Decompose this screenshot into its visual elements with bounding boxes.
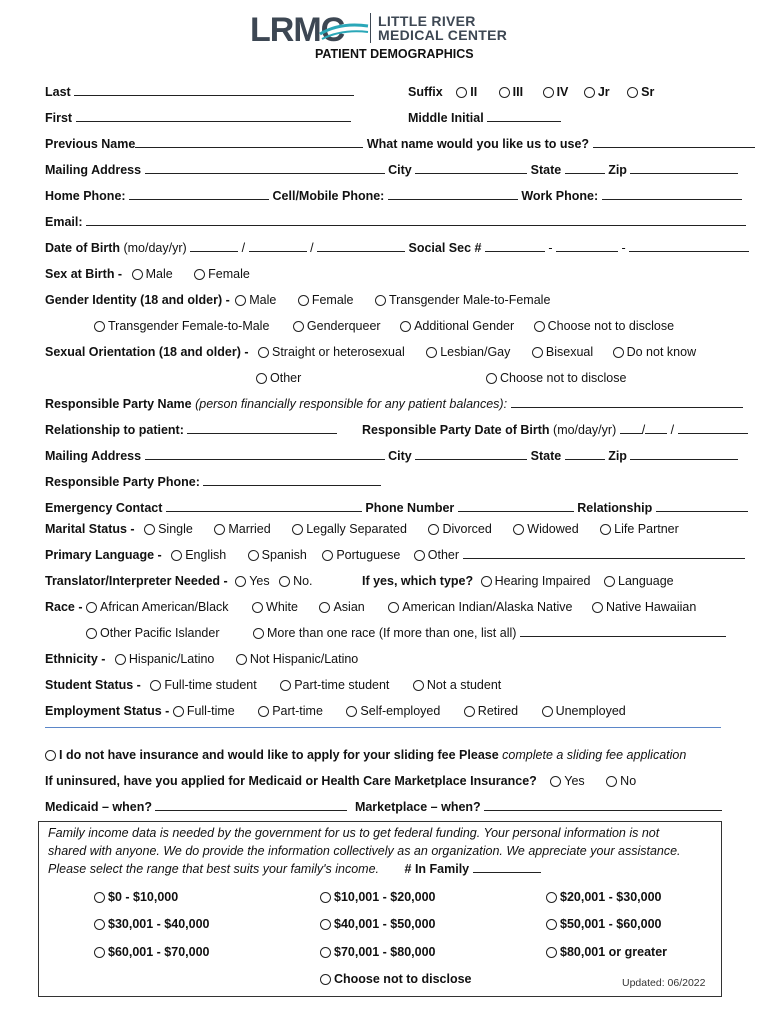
dob-day-field[interactable] [249, 241, 307, 252]
resp-zip-label: Zip [608, 449, 627, 463]
resp-party-name-label: Responsible Party Name [45, 397, 192, 411]
dob-label: Date of Birth [45, 241, 120, 255]
income-radio-2[interactable] [546, 892, 557, 903]
emergency-relationship-field[interactable] [656, 501, 748, 512]
logo-divider [370, 13, 371, 43]
income-radio-5[interactable] [546, 919, 557, 930]
applied-no-label: No [620, 774, 637, 788]
orientation-radio-bisexual[interactable] [532, 347, 543, 358]
medicaid-when-label: Medicaid – when? [45, 800, 152, 814]
city-field[interactable] [415, 163, 527, 174]
suffix-label: Suffix [408, 85, 443, 99]
orientation-other-label: Other [270, 371, 302, 385]
translator-yes-label: Yes [249, 574, 270, 588]
applied-yes-label: Yes [564, 774, 585, 788]
gender-radio-female[interactable] [298, 295, 309, 306]
previous-name-label: Previous Name [45, 137, 136, 151]
race-radio-african-american[interactable] [86, 602, 97, 613]
income-range-3: $30,001 - $40,000 [108, 917, 210, 931]
form-title: PATIENT DEMOGRAPHICS [315, 47, 474, 61]
first-name-label: First [45, 111, 73, 125]
lrmc-logo [250, 12, 370, 46]
first-name-field[interactable] [76, 111, 351, 122]
race-radio-asian[interactable] [319, 602, 330, 613]
language-group [45, 548, 745, 562]
gender-radio-trans-ftm[interactable] [94, 321, 105, 332]
ethnicity-not-hispanic-label: Not Hispanic/Latino [249, 652, 359, 666]
gender-trans-mtf-label: Transgender Male-to-Female [388, 293, 551, 307]
resp-dob-day-field[interactable] [645, 423, 667, 434]
relationship-label: Relationship to patient: [45, 423, 184, 437]
student-full-time-label: Full-time student [164, 678, 257, 692]
race-radio-white[interactable] [252, 602, 263, 613]
applied-radio-yes[interactable] [550, 776, 561, 787]
race-radio-american-indian[interactable] [388, 602, 399, 613]
income-radio-7[interactable] [320, 947, 331, 958]
marital-radio-life-partner[interactable] [600, 524, 611, 535]
gender-radio-trans-mtf[interactable] [375, 295, 386, 306]
middle-initial-label: Middle Initial [408, 111, 484, 125]
student-radio-part-time[interactable] [280, 680, 291, 691]
translator-no-label: No. [293, 574, 313, 588]
preferred-name-field[interactable] [593, 137, 755, 148]
employment-retired-label: Retired [477, 704, 519, 718]
language-radio-english[interactable] [171, 550, 182, 561]
language-spanish-label: Spanish [261, 548, 307, 562]
resp-dob-year-field[interactable] [678, 423, 748, 434]
employment-group [45, 704, 626, 718]
orientation-bisexual-label: Bisexual [545, 345, 594, 359]
orientation-group [45, 345, 696, 359]
language-radio-other[interactable] [414, 550, 425, 561]
mailing-address-label: Mailing Address [45, 163, 142, 177]
dob-month-field[interactable] [190, 241, 238, 252]
sex-group [45, 267, 250, 281]
resp-city-label: City [388, 449, 412, 463]
sliding-fee-label: I do not have insurance and would like to apply for your sliding fee Please [59, 748, 499, 762]
orientation-radio-lesbian-gay[interactable] [426, 347, 437, 358]
income-radio-8[interactable] [546, 947, 557, 958]
race-white-label: White [266, 600, 298, 614]
income-radio-1[interactable] [320, 892, 331, 903]
employment-unemployed-label: Unemployed [555, 704, 626, 718]
language-radio-portuguese[interactable] [322, 550, 333, 561]
resp-state-field[interactable] [565, 449, 605, 460]
race-multiple-label: More than one race (If more than one, list all) [266, 626, 517, 640]
income-radio-3[interactable] [94, 919, 105, 930]
language-other-label: Other [427, 548, 460, 562]
marital-radio-separated[interactable] [292, 524, 303, 535]
language-radio-spanish[interactable] [248, 550, 259, 561]
applied-question: If uninsured, have you applied for Medicaid or Health Care Marketplace Insurance? [45, 774, 537, 788]
resp-zip-field[interactable] [630, 449, 738, 460]
ssn-label: Social Sec # [408, 241, 482, 255]
mailing-address-field[interactable] [145, 163, 385, 174]
orientation-lesbian-gay-label: Lesbian/Gay [440, 345, 511, 359]
ethnicity-label: Ethnicity - [45, 652, 106, 666]
marital-radio-widowed[interactable] [513, 524, 524, 535]
orientation-label: Sexual Orientation (18 and older) - [45, 345, 249, 359]
ssn-part2-field[interactable] [556, 241, 618, 252]
gender-radio-male[interactable] [235, 295, 246, 306]
org-name-line2: MEDICAL CENTER [378, 27, 508, 43]
previous-name-field[interactable] [135, 137, 363, 148]
language-label: Primary Language - [45, 548, 162, 562]
gender-group [45, 293, 550, 307]
suffix-ii-label: II [470, 85, 478, 99]
employment-full-time-label: Full-time [186, 704, 235, 718]
translator-type-group [362, 574, 674, 588]
orientation-radio-do-not-know[interactable] [613, 347, 624, 358]
gender-radio-additional[interactable] [400, 321, 411, 332]
in-family-field[interactable] [473, 862, 541, 873]
translator-radio-no[interactable] [279, 576, 290, 587]
sex-radio-male[interactable] [132, 269, 143, 280]
ethnicity-radio-not-hispanic[interactable] [236, 654, 247, 665]
suffix-sr-label: Sr [641, 85, 655, 99]
ssn-part3-field[interactable] [629, 241, 749, 252]
race-radio-pacific-islander[interactable] [86, 628, 97, 639]
employment-radio-unemployed[interactable] [542, 706, 553, 717]
income-range-0: $0 - $10,000 [108, 890, 179, 904]
employment-radio-part-time[interactable] [258, 706, 269, 717]
resp-party-name-field[interactable] [511, 397, 743, 408]
zip-label: Zip [608, 163, 627, 177]
gender-group-2 [94, 319, 674, 333]
income-radio-0[interactable] [94, 892, 105, 903]
marital-radio-married[interactable] [214, 524, 225, 535]
cell-phone-label: Cell/Mobile Phone: [272, 189, 385, 203]
race-pacific-islander-label: Other Pacific Islander [100, 626, 220, 640]
resp-dob-month-field[interactable] [620, 423, 642, 434]
state-field[interactable] [565, 163, 605, 174]
translator-label: Translator/Interpreter Needed - [45, 574, 228, 588]
translator-type-label: If yes, which type? [362, 574, 474, 588]
race-label: Race - [45, 600, 83, 614]
dob-format: (mo/day/yr) [123, 241, 187, 255]
sex-radio-female[interactable] [194, 269, 205, 280]
race-group-2 [86, 626, 726, 640]
emergency-contact-field[interactable] [166, 501, 362, 512]
gender-label: Gender Identity (18 and older) - [45, 293, 230, 307]
cell-phone-field[interactable] [388, 189, 518, 200]
student-not-student-label: Not a student [426, 678, 502, 692]
gender-male-label: Male [249, 293, 277, 307]
state-label: State [530, 163, 562, 177]
logo-text: LRMC [250, 12, 345, 46]
suffix-iv-label: IV [556, 85, 569, 99]
gender-female-label: Female [311, 293, 354, 307]
work-phone-field[interactable] [602, 189, 742, 200]
medicaid-when-field[interactable] [155, 800, 347, 811]
orientation-decline-label: Choose not to disclose [500, 371, 627, 385]
emergency-contact-label: Emergency Contact [45, 501, 163, 515]
marital-married-label: Married [228, 522, 271, 536]
race-group [45, 600, 696, 614]
emergency-phone-field[interactable] [458, 501, 574, 512]
student-radio-full-time[interactable] [150, 680, 161, 691]
work-phone-label: Work Phone: [521, 189, 599, 203]
last-name-label: Last [45, 85, 71, 99]
translator-type-hearing-label: Hearing Impaired [494, 574, 591, 588]
income-radio-6[interactable] [94, 947, 105, 958]
employment-radio-self-employed[interactable] [346, 706, 357, 717]
orientation-radio-decline[interactable] [486, 373, 497, 384]
resp-dob-label: Responsible Party Date of Birth [362, 423, 550, 437]
income-radio-decline[interactable] [320, 974, 331, 985]
orientation-radio-other[interactable] [256, 373, 267, 384]
income-range-7: $70,001 - $80,000 [334, 945, 436, 959]
sex-male-label: Male [145, 267, 173, 281]
resp-phone-field[interactable] [203, 475, 381, 486]
suffix-radio-iv[interactable] [543, 87, 554, 98]
sex-label: Sex at Birth - [45, 267, 123, 281]
income-range-5: $50,001 - $60,000 [560, 917, 662, 931]
resp-state-label: State [530, 449, 562, 463]
student-part-time-label: Part-time student [294, 678, 390, 692]
employment-radio-full-time[interactable] [173, 706, 184, 717]
marketplace-when-field[interactable] [484, 800, 722, 811]
ethnicity-radio-hispanic[interactable] [115, 654, 126, 665]
gender-radio-decline[interactable] [534, 321, 545, 332]
email-label: Email: [45, 215, 83, 229]
race-asian-label: Asian [333, 600, 365, 614]
suffix-iii-label: III [512, 85, 524, 99]
translator-type-radio-hearing[interactable] [481, 576, 492, 587]
resp-dob-format: (mo/day/yr) [553, 423, 617, 437]
student-radio-not-student[interactable] [413, 680, 424, 691]
applied-radio-no[interactable] [606, 776, 617, 787]
city-label: City [388, 163, 412, 177]
race-american-indian-label: American Indian/Alaska Native [402, 600, 573, 614]
applied-group [45, 774, 636, 788]
income-range-1: $10,001 - $20,000 [334, 890, 436, 904]
income-range-4: $40,001 - $50,000 [334, 917, 436, 931]
resp-mailing-address-field[interactable] [145, 449, 385, 460]
ethnicity-group [45, 652, 358, 666]
race-radio-native-hawaiian[interactable] [592, 602, 603, 613]
income-note-line2: shared with anyone. We do provide the information collectively as an organization. We appreciate your assistance. [48, 844, 681, 858]
home-phone-label: Home Phone: [45, 189, 126, 203]
emergency-phone-label: Phone Number [365, 501, 455, 515]
resp-phone-label: Responsible Party Phone: [45, 475, 200, 489]
last-name-field[interactable] [74, 85, 354, 96]
marital-group [45, 522, 679, 536]
ethnicity-hispanic-label: Hispanic/Latino [128, 652, 215, 666]
translator-group [45, 574, 313, 588]
marital-life-partner-label: Life Partner [614, 522, 679, 536]
translator-radio-yes[interactable] [235, 576, 246, 587]
orientation-straight-label: Straight or heterosexual [272, 345, 405, 359]
orientation-radio-straight[interactable] [258, 347, 269, 358]
employment-label: Employment Status - [45, 704, 170, 718]
updated-date: Updated: 06/2022 [622, 977, 706, 989]
section-divider [45, 727, 721, 728]
race-native-hawaiian-label: Native Hawaiian [605, 600, 697, 614]
gender-trans-ftm-label: Transgender Female-to-Male [108, 319, 270, 333]
employment-part-time-label: Part-time [272, 704, 323, 718]
suffix-jr-label: Jr [597, 85, 610, 99]
preferred-name-label: What name would you like us to use? [366, 137, 590, 151]
gender-radio-genderqueer[interactable] [293, 321, 304, 332]
marital-single-label: Single [158, 522, 193, 536]
marketplace-when-label: Marketplace – when? [354, 800, 481, 814]
language-english-label: English [185, 548, 227, 562]
marital-radio-divorced[interactable] [428, 524, 439, 535]
marital-widowed-label: Widowed [527, 522, 579, 536]
suffix-radio-jr[interactable] [584, 87, 595, 98]
translator-type-radio-language[interactable] [604, 576, 615, 587]
marital-separated-label: Legally Separated [306, 522, 407, 536]
home-phone-field[interactable] [129, 189, 269, 200]
income-radio-4[interactable] [320, 919, 331, 930]
race-multiple-field[interactable] [520, 626, 726, 637]
employment-radio-retired[interactable] [464, 706, 475, 717]
income-range-2: $20,001 - $30,000 [560, 890, 662, 904]
in-family-label: # In Family [404, 862, 470, 876]
sliding-fee-note: complete a sliding fee application [502, 748, 687, 762]
income-note-line3: Please select the range that best suits your family's income. [48, 862, 380, 876]
gender-genderqueer-label: Genderqueer [306, 319, 381, 333]
income-decline-label: Choose not to disclose [334, 972, 472, 986]
relationship-field[interactable] [187, 423, 337, 434]
suffix-radio-ii[interactable] [456, 87, 467, 98]
org-name-line1: LITTLE RIVER [378, 13, 476, 29]
race-radio-multiple[interactable] [253, 628, 264, 639]
gender-additional-label: Additional Gender [414, 319, 515, 333]
language-portuguese-label: Portuguese [336, 548, 401, 562]
income-note-line1: Family income data is needed by the government for us to get federal funding. Your personal information is not [48, 826, 660, 840]
middle-initial-field[interactable] [487, 111, 561, 122]
suffix-group [408, 85, 654, 99]
email-field[interactable] [86, 215, 746, 226]
resp-party-note: (person financially responsible for any patient balances): [195, 397, 508, 411]
emergency-relationship-label: Relationship [577, 501, 653, 515]
student-group [45, 678, 501, 692]
resp-city-field[interactable] [415, 449, 527, 460]
income-range-6: $60,001 - $70,000 [108, 945, 210, 959]
suffix-radio-iii[interactable] [499, 87, 510, 98]
income-range-8: $80,001 or greater [560, 945, 668, 959]
zip-field[interactable] [630, 163, 738, 174]
translator-type-language-label: Language [618, 574, 674, 588]
suffix-radio-sr[interactable] [627, 87, 638, 98]
orientation-do-not-know-label: Do not know [626, 345, 697, 359]
language-other-field[interactable] [463, 548, 745, 559]
marital-label: Marital Status - [45, 522, 135, 536]
employment-self-employed-label: Self-employed [360, 704, 441, 718]
marital-divorced-label: Divorced [442, 522, 492, 536]
race-african-american-label: African American/Black [100, 600, 229, 614]
sex-female-label: Female [208, 267, 250, 281]
sliding-fee-radio[interactable] [45, 750, 56, 761]
dob-year-field[interactable] [317, 241, 405, 252]
student-label: Student Status - [45, 678, 141, 692]
gender-decline-label: Choose not to disclose [547, 319, 675, 333]
resp-mailing-address-label: Mailing Address [45, 449, 142, 463]
ssn-part1-field[interactable] [485, 241, 545, 252]
marital-radio-single[interactable] [144, 524, 155, 535]
